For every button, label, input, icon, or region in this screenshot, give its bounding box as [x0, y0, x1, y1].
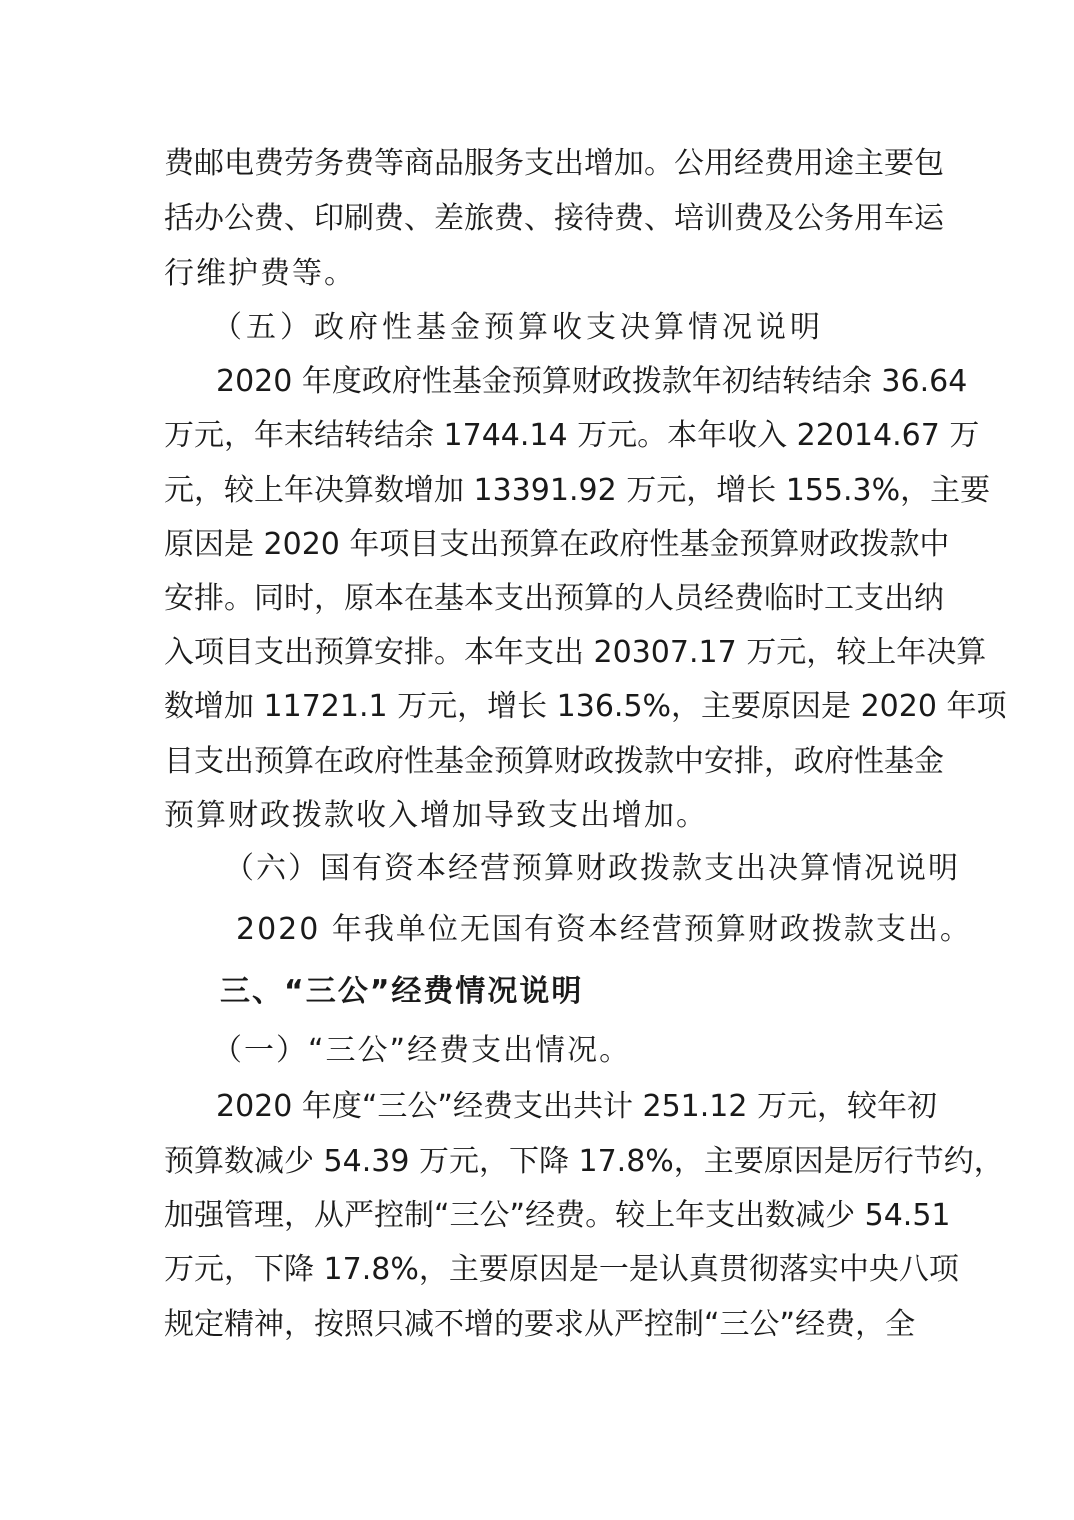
body-line: 预算财政拨款收入增加导致支出增加。 — [164, 798, 708, 833]
body-line: 元，较上年决算数增加 13391.92 万元，增长 155.3%，主要 — [164, 473, 991, 508]
body-line: 规定精神，按照只减不增的要求从严控制“三公”经费，全 — [164, 1307, 916, 1342]
body-line: 目支出预算在政府性基金预算财政拨款中安排，政府性基金 — [164, 744, 944, 779]
body-line: 万元，下降 17.8%，主要原因是一是认真贯彻落实中央八项 — [164, 1252, 959, 1287]
body-line: 费邮电费劳务费等商品服务支出增加。公用经费用途主要包 — [164, 146, 944, 181]
body-line: 入项目支出预算安排。本年支出 20307.17 万元，较上年决算 — [164, 635, 987, 670]
body-line: 安排。同时，原本在基本支出预算的人员经费临时工支出纳 — [164, 581, 944, 616]
subsection-heading: （一）“三公”经费支出情况。 — [212, 1033, 632, 1068]
section-heading: （五）政府性基金预算收支决算情况说明 — [212, 310, 824, 345]
section-heading: （六）国有资本经营预算财政拨款支出决算情况说明 — [224, 851, 960, 886]
body-line: 2020 年度政府性基金预算财政拨款年初结转结余 36.64 — [216, 364, 968, 399]
body-line: 万元，年末结转结余 1744.14 万元。本年收入 22014.67 万 — [164, 418, 980, 453]
body-line: 2020 年度“三公”经费支出共计 251.12 万元，较年初 — [216, 1089, 938, 1124]
body-line: 2020 年我单位无国有资本经营预算财政拨款支出。 — [236, 912, 972, 947]
body-line: 括办公费、印刷费、差旅费、接待费、培训费及公务用车运 — [164, 201, 944, 236]
body-line: 预算数减少 54.39 万元，下降 17.8%，主要原因是厉行节约， — [164, 1144, 1004, 1179]
body-line: 原因是 2020 年项目支出预算在政府性基金预算财政拨款中 — [164, 527, 950, 562]
body-line: 行维护费等。 — [164, 256, 356, 291]
body-line: 加强管理，从严控制“三公”经费。较上年支出数减少 54.51 — [164, 1198, 951, 1233]
chapter-heading: 三、“三公”经费情况说明 — [220, 974, 584, 1009]
body-line: 数增加 11721.1 万元，增长 136.5%，主要原因是 2020 年项 — [164, 689, 1007, 724]
